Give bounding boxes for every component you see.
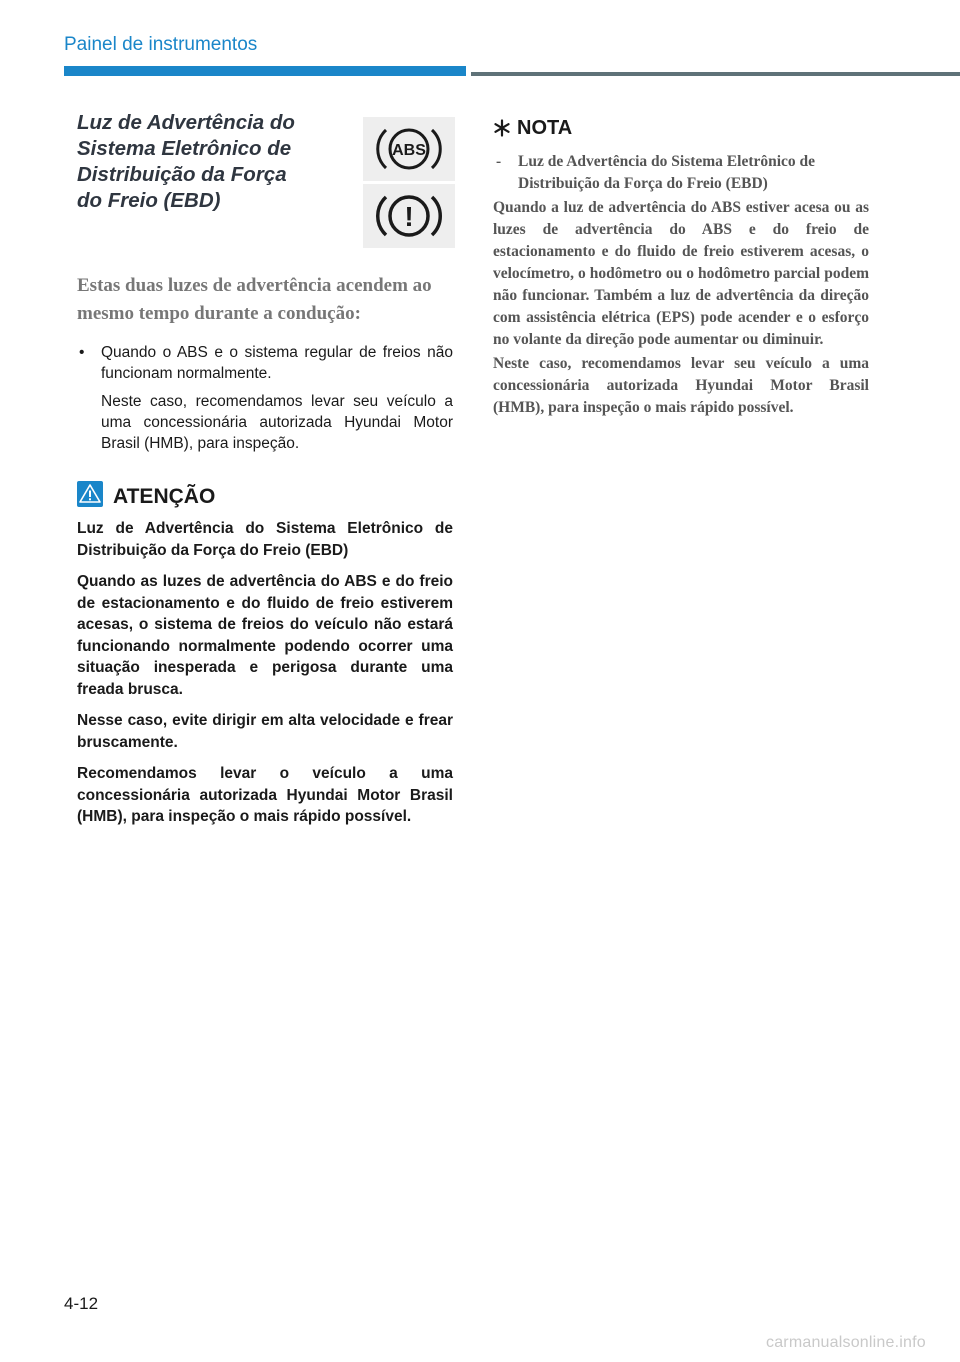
header-rule-gray xyxy=(471,72,960,76)
nota-item-marker: - xyxy=(496,153,502,170)
page-header-title: Painel de instrumentos xyxy=(64,34,258,55)
bullet-detail: Neste caso, recomendamos levar seu veículo a uma concessionária autorizada Hyundai Motor Brasil (HMB), para inspeção. xyxy=(101,393,453,452)
warning-icons xyxy=(363,117,455,251)
nota-paragraph: Quando a luz de advertência do ABS estiver acesa ou as luzes de advertência do ABS e do freio de estacionamento e do fluido de freio estiverem acesas, o velocímetro, o hodômetro ou o hodômetro parcial podem não funcionar. Também a luz de advertência da direção com assistência elétrica (EPS) pode acender e o esforço no volante da direção pode aumentar ou diminuir. xyxy=(493,199,869,348)
right-column xyxy=(493,110,869,419)
nota-paragraph: Neste caso, recomendamos levar seu veículo a uma concessionária autorizada Hyundai Motor Brasil (HMB), para inspeção o mais rápido possível. xyxy=(493,355,869,416)
attention-paragraph: Recomendamos levar o veículo a uma concessionária autorizada Hyundai Motor Brasil (HMB), para inspeção o mais rápido possível. xyxy=(77,765,453,825)
attention-paragraph: Quando as luzes de advertência do ABS e do freio de estacionamento e do fluido de freio estiverem acesas, o sistema de freios do veículo não estará funcionando normalmente podendo ocorrer uma situação inesperada e perigosa durante uma freada brusca. xyxy=(77,573,453,698)
attention-label: ATENÇÃO xyxy=(113,485,216,508)
nota-item-text: Luz de Advertência do Sistema Eletrônico de Distribuição da Força do Freio (EBD) xyxy=(518,153,816,192)
attention-heading xyxy=(77,480,453,508)
bullet-marker: • xyxy=(79,344,85,361)
brake-icon-label: ! xyxy=(404,201,414,232)
brake-warning-icon xyxy=(363,184,455,248)
attention-paragraph: Nesse caso, evite dirigir em alta velocidade e frear bruscamente. xyxy=(77,712,453,751)
nota-heading xyxy=(493,113,869,143)
header-rule-blue xyxy=(64,66,466,76)
watermark: carmanualsonline.info xyxy=(766,1334,926,1351)
bullet-text: Quando o ABS e o sistema regular de freios não funcionam normalmente. xyxy=(101,344,453,382)
left-column xyxy=(77,110,453,828)
warning-triangle-icon xyxy=(77,481,103,507)
page-number: 4-12 xyxy=(64,1294,99,1313)
attention-paragraph: Luz de Advertência do Sistema Eletrônico de Distribuição da Força do Freio (EBD) xyxy=(77,520,453,559)
section-subheading: Estas duas luzes de advertência acendem ao mesmo tempo durante a condução: xyxy=(77,275,432,324)
nota-item xyxy=(493,151,869,195)
nota-label: NOTA xyxy=(517,116,573,139)
bullet-item xyxy=(77,342,453,384)
asterisk-icon xyxy=(493,119,511,137)
abs-icon-label: ABS xyxy=(392,142,426,159)
section-title: Luz de Advertência do Sistema Eletrônico de Distribuição da Força do Freio (EBD) xyxy=(77,111,295,212)
abs-warning-icon xyxy=(363,117,455,181)
